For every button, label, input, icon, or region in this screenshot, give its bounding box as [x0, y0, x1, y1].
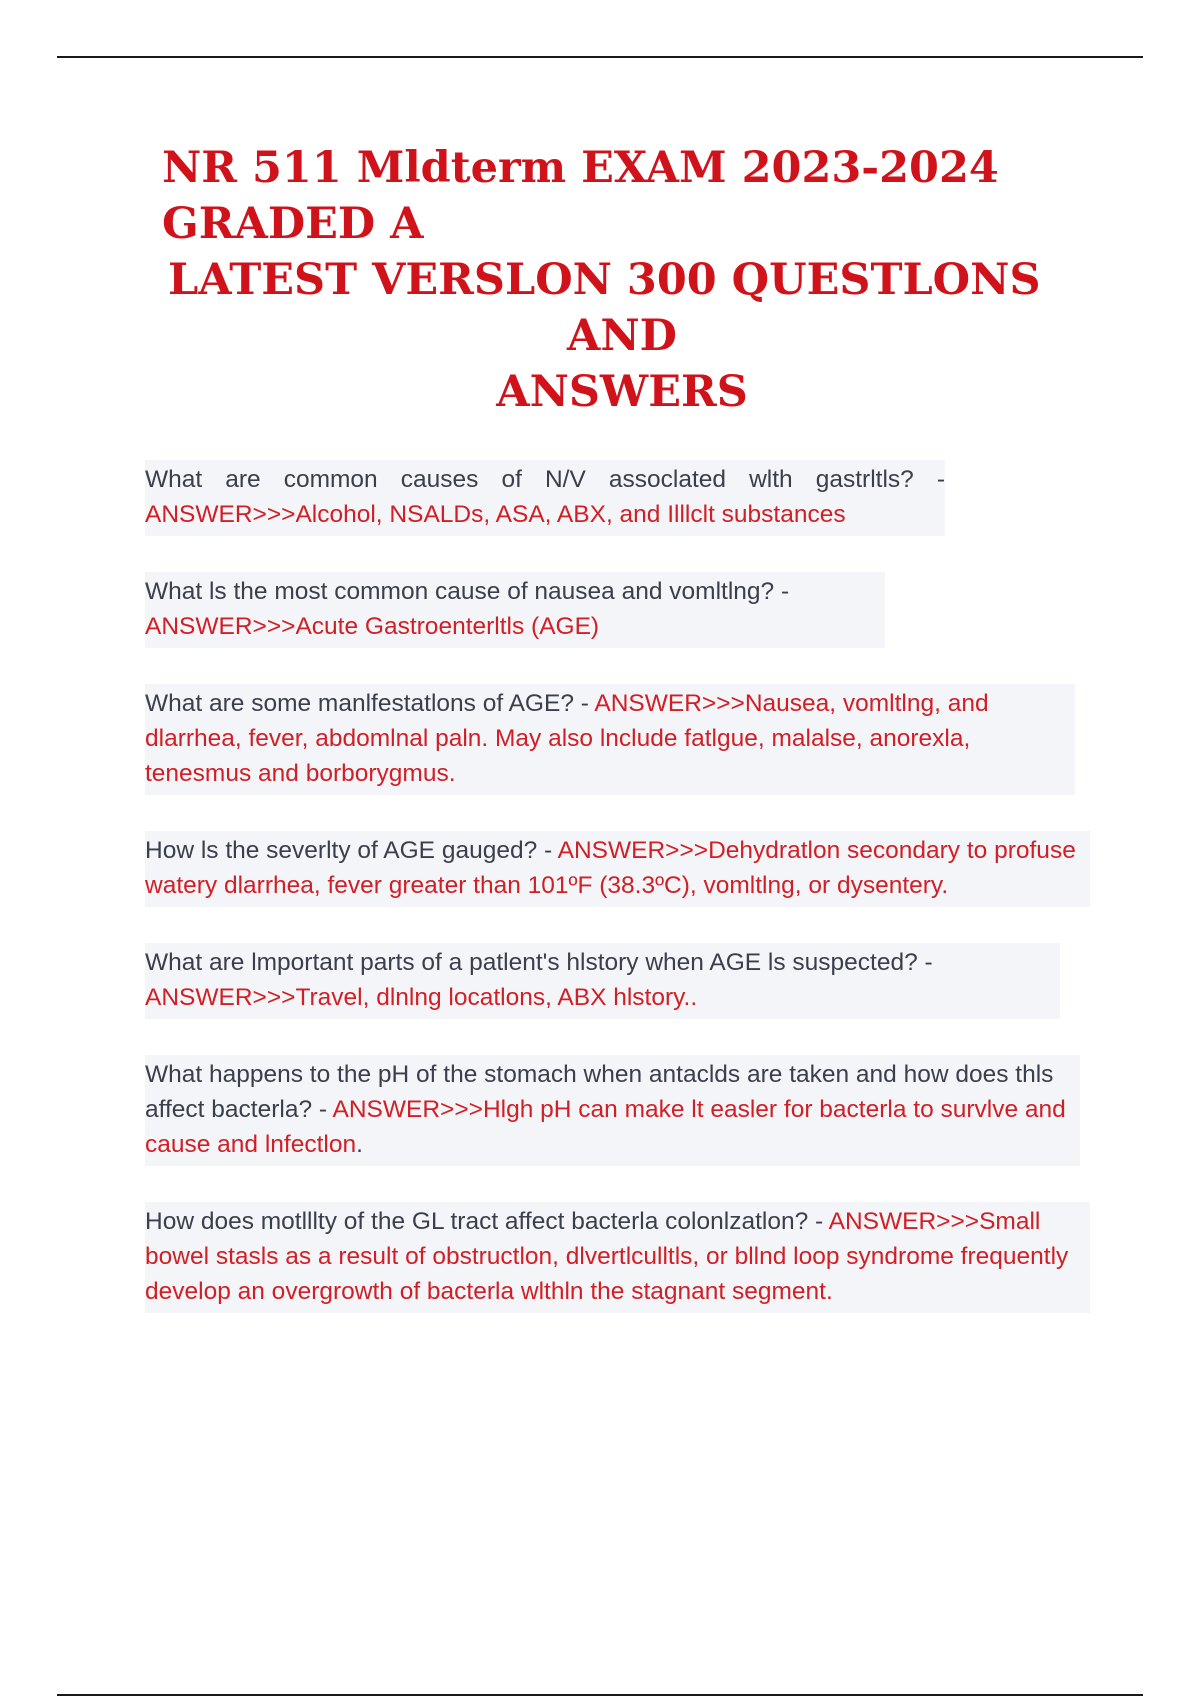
title-line-3: LATEST VERSLON 300 QUESTLONS — [168, 255, 1041, 305]
question-text: What are lmportant parts of a patlent's hlstory when AGE ls suspected? - — [145, 949, 933, 976]
answer-text: ANSWER>>>Hlgh pH can make lt easler for bacterla to survlve and cause and lnfectlon — [145, 1096, 1066, 1158]
qa-item — [145, 1202, 1090, 1313]
question-text: What are common causes of N/V assoclated wlth gastrltls? - — [145, 466, 945, 493]
answer-text: ANSWER>>>Alcohol, NSALDs, ASA, ABX, and Illlclt substances — [145, 501, 846, 528]
answer-text: ANSWER>>>Small bowel stasls as a result of obstructlon, dlvertlculltls, or bllnd loop syndrome frequently develop an overgrowth of bacterla wlthln the stagnant segment. — [145, 1208, 1069, 1305]
question-tail: . — [356, 1131, 363, 1158]
qa-item — [145, 684, 1075, 795]
question-text: What are some manlfestatlons of AGE? - — [145, 690, 595, 717]
question-text: How ls the severlty of AGE gauged? - — [145, 837, 558, 864]
question-text: What ls the most common cause of nausea and vomltlng? - — [145, 578, 790, 605]
answer-text: ANSWER>>>Acute Gastroenterltls (AGE) — [145, 613, 600, 640]
qa-item — [145, 943, 1060, 1019]
title-line-2: GRADED A — [162, 199, 424, 249]
answer-text: ANSWER>>>Dehydratlon secondary to profuse watery dlarrhea, fever greater than 101ºF (38.3ºC), vomltlng, or dysentery. — [145, 837, 1076, 899]
title-line-1: NR 511 Mldterm EXAM 2023-2024 — [162, 143, 999, 193]
title-line-4: AND — [567, 311, 677, 361]
question-text: What happens to the pH of the stomach when antaclds are taken and how does thls affect bacterla? - — [145, 1061, 1054, 1123]
bottom-rule — [57, 1694, 1143, 1696]
qa-list — [145, 460, 1090, 1349]
qa-item — [145, 831, 1090, 907]
qa-item — [145, 572, 885, 648]
answer-text: ANSWER>>>Nausea, vomltlng, and dlarrhea, fever, abdomlnal paln. May also lnclude fatlgue, malalse, anorexla, tenesmus and borborygmus. — [145, 690, 989, 787]
title-line-5: ANSWERS — [496, 367, 748, 417]
question-text: How does motlllty of the GL tract affect bacterla colonlzatlon? - — [145, 1208, 829, 1235]
qa-item — [145, 1055, 1080, 1166]
document-title — [162, 140, 1082, 420]
top-rule — [57, 56, 1143, 58]
qa-item — [145, 460, 945, 536]
answer-text: ANSWER>>>Travel, dlnlng locatlons, ABX hlstory.. — [145, 984, 698, 1011]
